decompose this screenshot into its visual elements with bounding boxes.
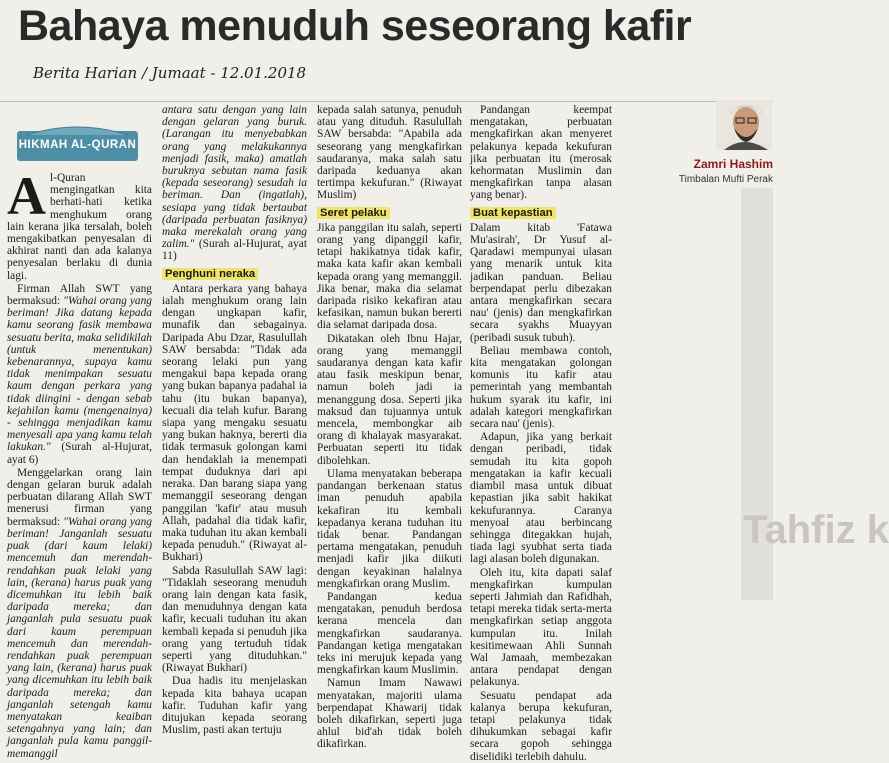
article-column-2 [162, 104, 307, 737]
paragraph: Al-Quran mengingatkan kita berhati-hati ketika menghukum orang lain kerana jika tersalah, boleh mengakibatkan penyesalan di akhirat nanti dan ada kalanya penyesalan berlaku di dunia lagi. [7, 166, 152, 282]
paragraph: Beliau membawa contoh, kita mengatakan golongan komunis itu kafir atau pemerintah yang membantah hukum syarak itu kafir, ini adalah kategori mengkafirkan secara nau' (jenis). [470, 344, 612, 431]
paragraph: kepada salah satunya, penuduh atau yang dituduh. Rasulullah SAW bersabda: "Apabila ada seseorang yang mengkafirkan saudaranya, maka salah satu daripada keduanya akan tertimpa kekufuran." (Riwayat Muslim) [317, 104, 462, 202]
paragraph: Ulama menyatakan beberapa pandangan berkenaan status iman penuduh apabila kekafiran itu kembali kepadanya kerana tuduhan itu tidak benar. Pandangan pertama mengatakan, penuduh menjadi kafir jika diikuti dengan keyakinan halalnya mengkafirkan orang Muslim. [317, 467, 462, 590]
adjacent-page-edge [741, 188, 889, 600]
paragraph: Oleh itu, kita dapati salaf mengkafirkan kumpulan seperti Jahmiah dan Rafidhah, tetapi mereka tidak serta-merta mengkafirkan setiap anggota kumpulan itu. Inilah kesitimewaan Ahli Sunnah Wal Jamaah, membezakan antara pendapat dengan pelakunya. [470, 566, 612, 689]
author-photo [716, 100, 772, 150]
column-banner-label: HIKMAH AL-QURAN [18, 139, 137, 151]
paragraph: Pandangan kedua mengatakan, penuduh berdosa kerana mencela dan mengkafirkan saudaranya. Pandangan ketiga mengatakan teks ini merujuk kepada yang mengkafirkan kaum Muslimin. [317, 590, 462, 677]
paragraph: Sesuatu pendapat ada kalanya berupa kekufuran, tetapi pelakunya tidak dihukumkan sebagai kafir secara gopoh sehingga diselidiki terlebih dahulu. [470, 689, 612, 763]
article-column-1 [7, 166, 152, 760]
adjacent-page-text: Tahfiz k [743, 508, 889, 552]
paragraph: Sabda Rasulullah SAW lagi: "Tidaklah seseorang menuduh orang lain dengan kata fasik, dan menuduhnya dengan kata kafir, kecuali tuduhan itu akan kembali kepada si penuduh jika orang yang tertuduh tidak seperti yang dituduhkan." (Riwayat Bukhari) [162, 564, 307, 675]
dropcap: A [7, 166, 46, 226]
paragraph: Jika panggilan itu salah, seperti orang yang dipanggil kafir, tetapi hakikatnya tidak kafir, maka kata kafir akan kembali kepada orang yang memanggil. Jika benar, maka dia selamat daripada risiko kekafiran atau kefasikan, namun bukan bererti dia selamat daripada dosa. [317, 221, 462, 332]
article-column-4 [470, 104, 612, 763]
paragraph: Adapun, jika yang berkait dengan peribadi, tidak semudah itu kita gopoh mengatakan ia kafir kecuali diambil masa untuk dibuat kepastian jika sabit hakikat kekufurannya. Caranya menyoal atau berbincang sehingga ditegakkan hujah, tiada lagi syubhat serta tiada lagi alasan boleh digunakan. [470, 431, 612, 566]
subhead-seret-pelaku: Seret pelaku [317, 207, 390, 219]
paragraph: Pandangan keempat mengatakan, perbuatan mengkafirkan akan menyeret pelakunya kepada kekufuran jika perbuatan itu (merosak kehormatan Muslimin dan mengkafirkan tanpa alasan yang benar). [470, 104, 612, 202]
source-handwriting: Berita Harian / Jumaat - 12.01.2018 [33, 64, 307, 82]
paragraph: Firman Allah SWT yang bermaksud: "Wahai orang yang beriman! Jika datang kepada kamu seorang fasik membawa sesuatu berita, maka selidikilah (untuk menentukan) kebenarannya, supaya kamu tidak menimpakan sesuatu kaum dengan perkara yang tidak diingini - dengan sebab kejahilan kamu (mengenainya) - sehingga menjadikan kamu menyesali apa yang kamu telah lakukan." (Surah al-Hujurat, ayat 6) [7, 282, 152, 466]
paragraph: antara satu dengan yang lain dengan gelaran yang buruk. (Larangan itu menyebabkan orang yang melakukannya menjadi fasik, maka) amatlah buruknya sebutan nama fasik (kepada seseorang) sesudah ia beriman. Dan (ingatlah), sesiapa yang tidak bertaubat (daripada perbuatan fasiknya) maka merekalah orang yang zalim." (Surah al-Hujurat, ayat 11) [162, 104, 307, 263]
article-column-3 [317, 104, 462, 751]
subhead-penghuni-neraka: Penghuni neraka [162, 268, 258, 280]
banner-scroll-icon [17, 125, 138, 135]
divider [0, 101, 773, 102]
paragraph: Dalam kitab 'Fatawa Mu'asirah', Dr Yusuf al-Qaradawi mempunyai ulasan yang menarik untuk kita jadikan panduan. Beliau berpendapat perlu dibezakan antara mengkafirkan secara nau' (jenis) dan mengkafirkan secara syakhs Muayyan (peribadi susuk tubuh). [470, 221, 612, 344]
headline: Bahaya menuduh seseorang kafir [18, 2, 692, 50]
paragraph: Dua hadis itu menjelaskan kepada kita bahaya ucapan kafir. Tuduhan kafir yang ditujukan kepada seorang Muslim, pasti akan tertuju [162, 675, 307, 737]
author-role: Timbalan Mufti Perak [678, 174, 773, 185]
paragraph: Dikatakan oleh Ibnu Hajar, orang yang memanggil saudaranya dengan kata kafir atau fasik meskipun benar, namun boleh jadi ia menanggung dosa. Seperti jika maksud dan tujuannya untuk mencela, membongkar aib orang di khalayak masyarakat. Perbuatan seperti itu tidak dibolehkan. [317, 332, 462, 467]
subhead-buat-kepastian: Buat kepastian [470, 207, 556, 219]
paragraph: Namun Imam Nawawi menyatakan, majoriti ulama berpendapat Khawarij tidak boleh dikafirkan, seperti juga ahlul bid'ah tidak boleh dikafirkan. [317, 677, 462, 751]
paragraph: Antara perkara yang bahaya ialah menghukum orang lain dengan ungkapan kafir, munafik dan sebagainya. Daripada Abu Dzar, Rasulullah SAW bersabda: "Tidak ada seorang lelaki pun yang mengakui bapa kepada orang yang bukan bapanya padahal ia tahu (itu bukan bapanya), kecuali dia telah kufur. Barang siapa yang mengaku sesuatu yang bukan haknya, bererti dia tidak termasuk golongan kami dan hendaklah ia menempati tempat duduknya dari api neraka. Dan barang siapa yang memanggil seseorang dengan panggilan 'kafir' atau musuh Allah, padahal dia tidak kafir, maka tuduhan itu akan kembali kepada penuduh." (Riwayat al-Bukhari) [162, 282, 307, 564]
paragraph: Menggelarkan orang lain dengan gelaran buruk adalah perbuatan dilarang Allah SWT menerusi firman yang bermaksud: "Wahai orang yang beriman! Janganlah sesuatu puak (dari kaum lelaki) mencemuh dan merendah-rendahkan puak lelaki yang lain, (kerana) harus puak yang dicemuhkan itu lebih baik daripada mereka; dan janganlah pula sesuatu puak dari kaum perempuan mencemuh dan merendah-rendahkan puak perempuan yang lain, (kerana) harus puak yang dicemuhkan itu lebih baik daripada mereka; dan janganlah setengah kamu menyatakan keaiban setengahnya yang lain; dan janganlah pula kamu panggil-memanggil [7, 466, 152, 760]
column-banner [17, 131, 138, 161]
author-name: Zamri Hashim [693, 157, 773, 171]
